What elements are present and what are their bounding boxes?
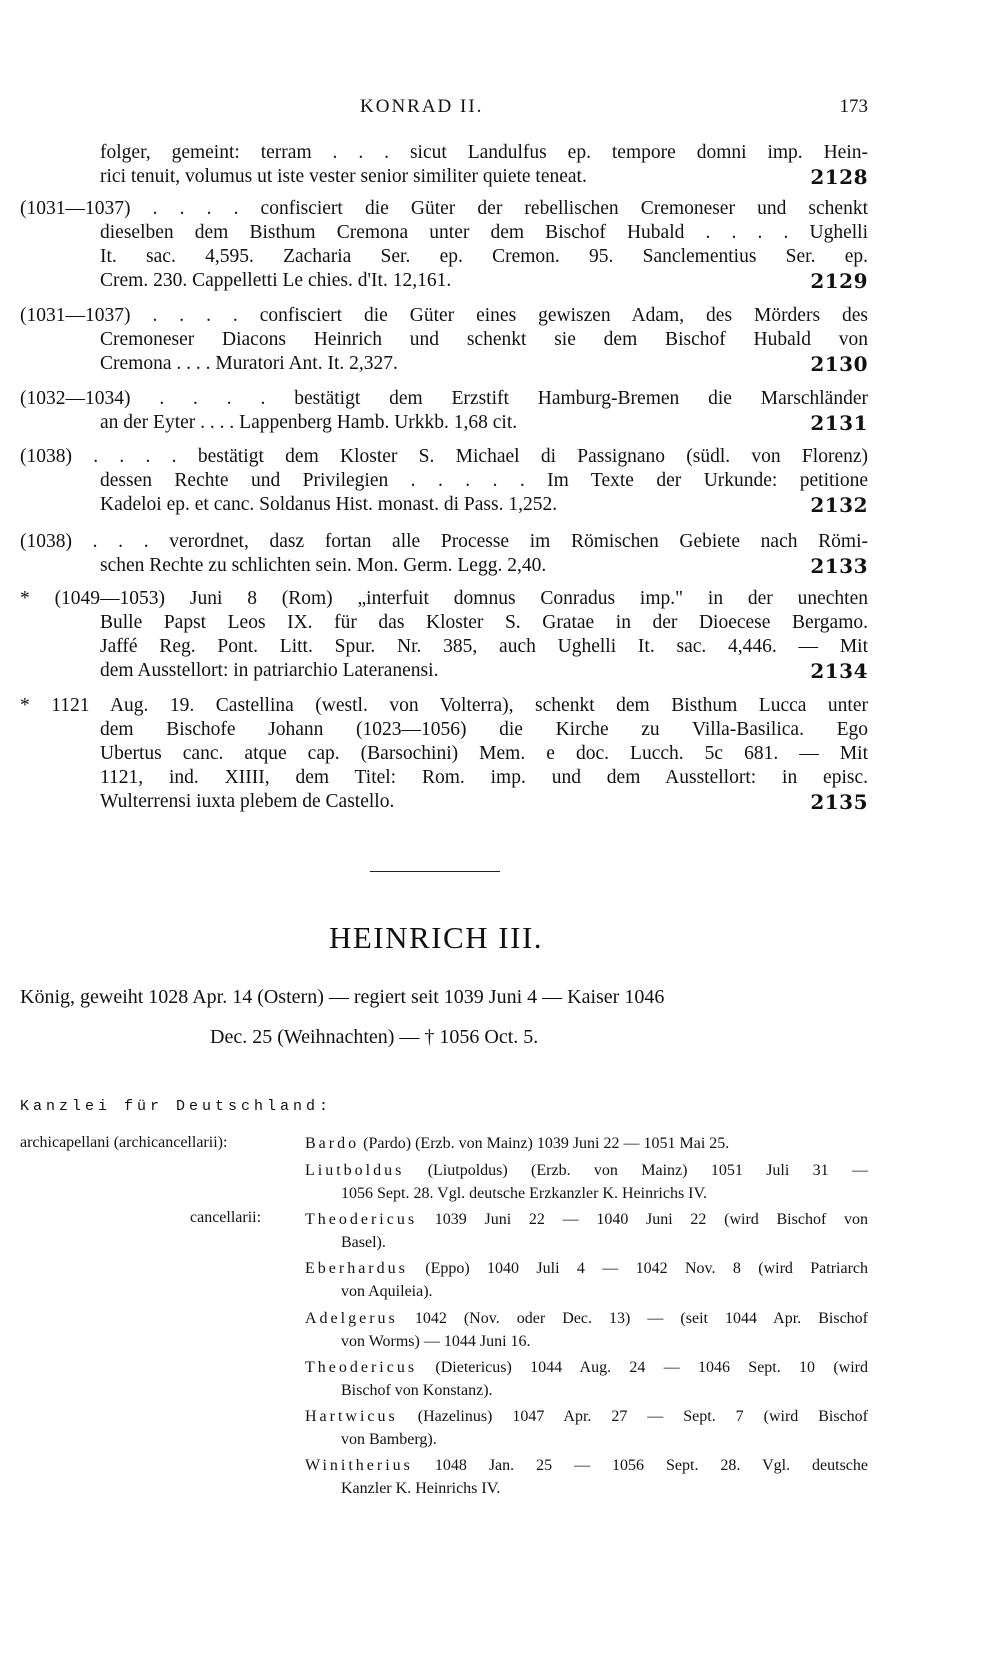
running-header	[20, 96, 868, 122]
person-detail: 1039 Juni 22 — 1040 Juni 22 (wird Bischof von	[434, 1211, 868, 1228]
person-entry	[305, 1257, 868, 1303]
entry-line: Cremona . . . . Muratori Ant. It. 2,327.	[100, 353, 398, 374]
entry-line: Cremoneser Diacons Heinrich und schenkt sie dem Bischof Hubald von	[100, 329, 868, 350]
regest-entry	[20, 197, 868, 293]
section-divider	[370, 871, 500, 872]
person-detail: (Pardo) (Erzb. von Mainz) 1039 Juni 22 — 1051 Mai 25.	[363, 1135, 730, 1152]
entry-line: (1032—1034) . . . . bestätigt dem Erzstift Hamburg-Bremen die Marschländer	[20, 388, 868, 409]
person-entry	[305, 1356, 868, 1402]
entry-line: (1038) . . . verordnet, dasz fortan alle Processe im Römischen Gebiete nach Römi-	[20, 531, 868, 552]
person-detail: (Liutpoldus) (Erzb. von Mainz) 1051 Juli 31 —	[427, 1162, 869, 1179]
person-detail: von Aquileia).	[341, 1283, 433, 1300]
entry-line: Kadeloi ep. et canc. Soldanus Hist. monast. di Pass. 1,252.	[100, 494, 558, 515]
entry-line: rici tenuit, volumus ut iste vester senior similiter quiete teneat.	[100, 166, 587, 187]
person-name: Winitherius	[305, 1457, 413, 1474]
person-detail: (Eppo) 1040 Juli 4 — 1042 Nov. 8 (wird Patriarch	[425, 1260, 869, 1277]
entry-number: 2135	[810, 790, 868, 814]
person-detail: von Bamberg).	[341, 1431, 437, 1448]
regest-entry	[20, 387, 868, 435]
office-label-cancellarii: cancellarii:	[190, 1209, 262, 1226]
person-detail: von Worms) — 1044 Juni 16.	[341, 1333, 531, 1350]
section-subtitle-line1: König, geweiht 1028 Apr. 14 (Ostern) — regiert seit 1039 Juni 4 — Kaiser 1046	[20, 986, 665, 1008]
person-detail: (Dietericus) 1044 Aug. 24 — 1046 Sept. 10 (wird	[435, 1359, 869, 1376]
entry-line: * 1121 Aug. 19. Castellina (westl. von Volterra), schenkt dem Bisthum Lucca unter	[20, 695, 868, 716]
office-label-archicapellani: archicapellani (archicancellarii):	[20, 1134, 228, 1151]
person-name: Liutboldus	[305, 1162, 405, 1179]
entry-line: dem Ausstellort: in patriarchio Lateranensi.	[100, 660, 439, 681]
entry-line: Jaffé Reg. Pont. Litt. Spur. Nr. 385, auch Ughelli It. sac. 4,446. — Mit	[100, 636, 868, 657]
person-entry	[305, 1132, 868, 1155]
entry-number: 2130	[810, 352, 868, 376]
regest-entry	[20, 587, 868, 683]
person-entry	[305, 1159, 868, 1205]
entry-line: Bulle Papst Leos IX. für das Kloster S. Gratae in der Dioecese Bergamo.	[100, 612, 868, 633]
entry-number: 2133	[810, 554, 868, 578]
entry-line: Wulterrensi iuxta plebem de Castello.	[100, 791, 395, 812]
regest-entry	[20, 141, 868, 189]
entry-line: (1038) . . . . bestätigt dem Kloster S. Michael di Passignano (südl. von Florenz)	[20, 446, 868, 467]
person-detail: 1048 Jan. 25 — 1056 Sept. 28. Vgl. deutsche	[434, 1457, 869, 1474]
person-name: Hartwicus	[305, 1408, 398, 1425]
header-title: KONRAD II.	[360, 96, 484, 117]
person-name: Theodericus	[305, 1211, 418, 1228]
entry-line: an der Eyter . . . . Lappenberg Hamb. Urkkb. 1,68 cit.	[100, 412, 518, 433]
person-entry	[305, 1405, 868, 1451]
regest-entry	[20, 445, 868, 517]
person-name: Theodericus	[305, 1359, 418, 1376]
entry-line: (1031—1037) . . . . confisciert die Güter eines gewiszen Adam, des Mörders des	[20, 305, 868, 326]
kanzlei-heading: Kanzlei für Deutschland:	[20, 1098, 333, 1115]
entry-line: schen Rechte zu schlichten sein. Mon. Germ. Legg. 2,40.	[100, 555, 547, 576]
person-detail: Basel).	[341, 1234, 386, 1251]
person-detail: (Hazelinus) 1047 Apr. 27 — Sept. 7 (wird Bischof	[417, 1408, 869, 1425]
person-detail: 1056 Sept. 28. Vgl. deutsche Erzkanzler K. Heinrichs IV.	[341, 1185, 707, 1202]
entry-line: folger, gemeint: terram . . . sicut Landulfus ep. tempore domni imp. Hein-	[100, 142, 868, 163]
entry-number: 2132	[810, 493, 868, 517]
person-detail: Kanzler K. Heinrichs IV.	[341, 1480, 501, 1497]
person-name: Bardo	[305, 1135, 360, 1152]
person-entry	[305, 1208, 868, 1254]
entry-line: It. sac. 4,595. Zacharia Ser. ep. Cremon. 95. Sanclementius Ser. ep.	[100, 246, 868, 267]
entry-line: 1121, ind. XIIII, dem Titel: Rom. imp. und dem Ausstellort: in episc.	[100, 767, 868, 788]
entry-number: 2131	[810, 411, 868, 435]
section-title: HEINRICH III.	[328, 920, 544, 955]
entry-line: dessen Rechte und Privilegien . . . . . Im Texte der Urkunde: petitione	[100, 470, 868, 491]
person-detail: 1042 (Nov. oder Dec. 13) — (seit 1044 Apr. Bischof	[414, 1310, 869, 1327]
entry-number: 2128	[810, 165, 868, 189]
page-number: 173	[839, 96, 868, 117]
regest-entry	[20, 530, 868, 578]
entry-number: 2129	[810, 269, 868, 293]
section-subtitle-line2: Dec. 25 (Weihnachten) — † 1056 Oct. 5.	[210, 1026, 539, 1048]
entry-line: dieselben dem Bisthum Cremona unter dem Bischof Hubald . . . . Ughelli	[100, 222, 868, 243]
person-name: Adelgerus	[305, 1310, 398, 1327]
regest-entry	[20, 304, 868, 376]
person-name: Eberhardus	[305, 1260, 408, 1277]
entry-line: dem Bischofe Johann (1023—1056) die Kirche zu Villa-Basilica. Ego	[100, 719, 868, 740]
person-detail: Bischof von Konstanz).	[341, 1382, 493, 1399]
entry-line: (1031—1037) . . . . confisciert die Güter der rebellischen Cremoneser und schenkt	[20, 198, 868, 219]
entry-line: Ubertus canc. atque cap. (Barsochini) Mem. e doc. Lucch. 5c 681. — Mit	[100, 743, 868, 764]
entry-number: 2134	[810, 659, 868, 683]
person-entry	[305, 1454, 868, 1500]
person-entry	[305, 1307, 868, 1353]
regest-entry	[20, 694, 868, 814]
entry-line: * (1049—1053) Juni 8 (Rom) „interfuit domnus Conradus imp." in der unechten	[20, 588, 868, 609]
entry-line: Crem. 230. Cappelletti Le chies. d'It. 12,161.	[100, 270, 452, 291]
